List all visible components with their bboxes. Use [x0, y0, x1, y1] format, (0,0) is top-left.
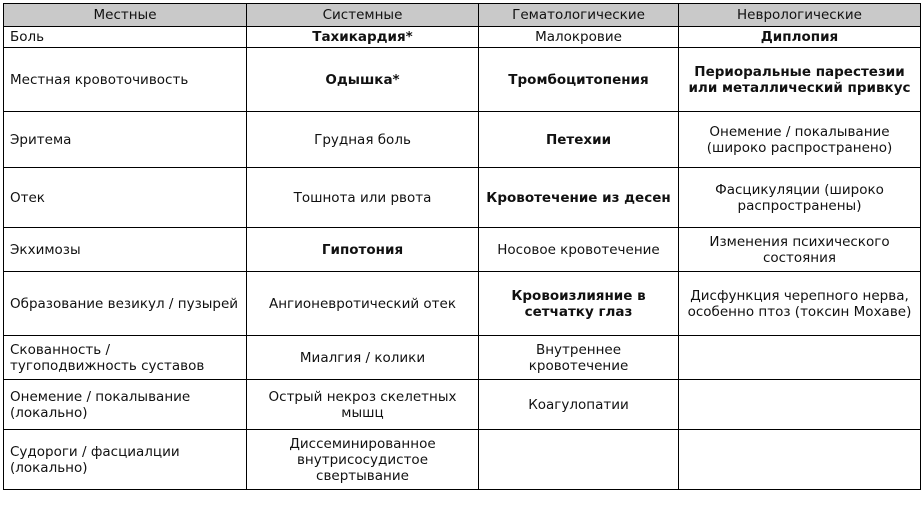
- cell-neurologic: Изменения психического состояния: [679, 228, 921, 272]
- cell-systemic: Тошнота или рвота: [247, 168, 479, 228]
- table-row: [4, 168, 921, 228]
- table-row: [4, 336, 921, 380]
- cell-systemic: Острый некроз скелетных мышц: [247, 380, 479, 430]
- cell-local: Онемение / покалывание (локально): [4, 380, 247, 430]
- cell-hematologic: Кровоизлияние в сетчатку глаз: [479, 272, 679, 336]
- table-row: [4, 112, 921, 168]
- cell-systemic: Одышка*: [247, 48, 479, 112]
- table-row: [4, 430, 921, 490]
- header-neurologic: Неврологические: [679, 4, 921, 27]
- cell-local: Местная кровоточивость: [4, 48, 247, 112]
- cell-neurologic: Дисфункция черепного нерва, особенно птоз (токсин Мохаве): [679, 272, 921, 336]
- symptoms-table-container: [3, 3, 921, 490]
- cell-neurologic: Диплопия: [679, 27, 921, 48]
- cell-hematologic: Носовое кровотечение: [479, 228, 679, 272]
- cell-neurologic: Периоральные парестезии или металлический привкус: [679, 48, 921, 112]
- cell-local: Судороги / фасциалции (локально): [4, 430, 247, 490]
- cell-local: Боль: [4, 27, 247, 48]
- table-row: [4, 48, 921, 112]
- table-row: [4, 228, 921, 272]
- cell-local: Экхимозы: [4, 228, 247, 272]
- table-header-row: [4, 4, 921, 27]
- table-row: [4, 380, 921, 430]
- cell-local: Отек: [4, 168, 247, 228]
- cell-local: Образование везикул / пузырей: [4, 272, 247, 336]
- cell-hematologic-empty: [479, 430, 679, 490]
- cell-hematologic: Коагулопатии: [479, 380, 679, 430]
- cell-local: Скованность / тугоподвижность суставов: [4, 336, 247, 380]
- cell-systemic: Грудная боль: [247, 112, 479, 168]
- cell-local: Эритема: [4, 112, 247, 168]
- cell-neurologic-empty: [679, 380, 921, 430]
- cell-systemic: Миалгия / колики: [247, 336, 479, 380]
- cell-hematologic: Петехии: [479, 112, 679, 168]
- table-row: [4, 27, 921, 48]
- cell-neurologic-empty: [679, 430, 921, 490]
- cell-hematologic: Тромбоцитопения: [479, 48, 679, 112]
- cell-systemic: Тахикардия*: [247, 27, 479, 48]
- cell-hematologic: Малокровие: [479, 27, 679, 48]
- cell-systemic: Диссеминированное внутрисосудистое свертывание: [247, 430, 479, 490]
- header-local: Местные: [4, 4, 247, 27]
- cell-neurologic: Фасцикуляции (широко распространены): [679, 168, 921, 228]
- cell-hematologic: Кровотечение из десен: [479, 168, 679, 228]
- cell-neurologic: Онемение / покалывание (широко распространено): [679, 112, 921, 168]
- table-row: [4, 272, 921, 336]
- cell-systemic: Гипотония: [247, 228, 479, 272]
- cell-hematologic: Внутреннее кровотечение: [479, 336, 679, 380]
- cell-systemic: Ангионевротический отек: [247, 272, 479, 336]
- cell-neurologic-empty: [679, 336, 921, 380]
- header-hematologic: Гематологические: [479, 4, 679, 27]
- symptoms-table: [3, 3, 921, 490]
- header-systemic: Системные: [247, 4, 479, 27]
